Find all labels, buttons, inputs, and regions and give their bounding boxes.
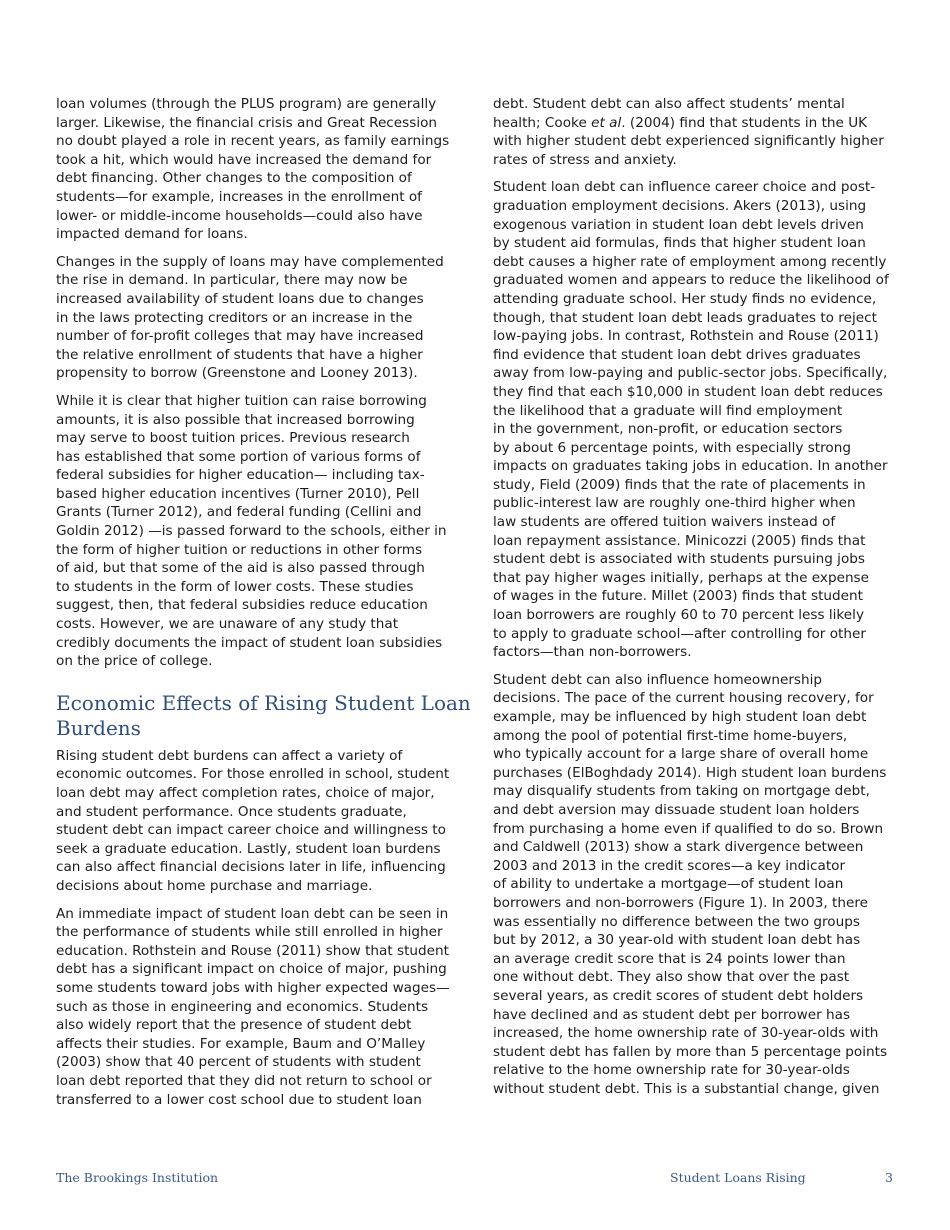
paragraph-line: relative to the home ownership rate for 30-year-olds [493, 1062, 850, 1079]
right-paragraphs [493, 178, 895, 1098]
paragraph-line: away from low-paying and public-sector jobs. Specifically, [493, 365, 888, 382]
paragraph-line: transferred to a lower cost school due to student loan [56, 1091, 422, 1108]
paragraph-line: graduation employment decisions. Akers (2013), using [493, 197, 867, 214]
paragraph-line: amounts, it is also possible that increased borrowing [56, 411, 415, 428]
paragraph-line: and Caldwell (2013) show a stark divergence between [493, 839, 864, 856]
paragraph-line: loan debt reported that they did not return to school or [56, 1072, 432, 1089]
paragraph-line: rates of stress and anxiety. [493, 151, 677, 168]
right-column [493, 95, 895, 1107]
paragraph-line: of aid, but that some of the aid is also passed through [56, 560, 425, 577]
paragraph-line: increased availability of student loans due to changes [56, 290, 424, 307]
paragraph-line: such as those in engineering and economics. Students [56, 998, 429, 1015]
paragraph-line: affects their studies. For example, Baum and O’Malley [56, 1035, 426, 1052]
paragraph-line: but by 2012, a 30 year-old with student loan debt has [493, 932, 861, 949]
paragraph-line: some students toward jobs with higher expected wages— [56, 979, 450, 996]
paragraph-line: purchases (ElBoghdady 2014). High student loan burdens [493, 764, 887, 781]
italic-text: et al [591, 114, 622, 131]
paragraph [56, 253, 454, 383]
paragraph-line: no doubt played a role in recent years, as family earnings [56, 133, 450, 150]
paragraph-line: education. Rothstein and Rouse (2011) show that student [56, 942, 449, 959]
paragraph-line: exogenous variation in student loan debt levels driven [493, 216, 864, 233]
paragraph-line: several years, as credit scores of student debt holders [493, 987, 864, 1004]
paragraph-line: was essentially no difference between the two groups [493, 913, 860, 930]
paragraph-line: Student loan debt can influence career choice and post- [493, 179, 876, 196]
paragraph-line: factors—than non-borrowers. [493, 644, 692, 661]
paragraph-line: Goldin 2012) —is passed forward to the schools, either in [56, 523, 447, 540]
left-paragraphs-after-heading [56, 747, 454, 1109]
paragraph-line: Grants (Turner 2012), and federal funding (Cellini and [56, 504, 422, 521]
paragraph-line: loan debt may affect completion rates, choice of major, [56, 785, 435, 801]
paragraph-line: by student aid formulas, finds that higher student loan [493, 235, 866, 252]
paragraph-line: propensity to borrow (Greenstone and Looney 2013). [56, 365, 418, 382]
paragraph-line: in the government, non-profit, or education sectors [493, 421, 843, 438]
paragraph-line: While it is clear that higher tuition can raise borrowing [56, 392, 427, 409]
paragraph-line: public-interest law are roughly one-third higher when [493, 495, 856, 512]
paragraph-line: attending graduate school. Her study finds no evidence, [493, 290, 877, 307]
paragraph-line: in the laws protecting creditors or an increase in the [56, 309, 413, 326]
paragraph-line: and debt aversion may dissuade student loan holders [493, 801, 860, 818]
paragraph-line: with higher student debt experienced significantly higher [493, 133, 884, 150]
paragraph-line: impacted demand for loans. [56, 226, 248, 243]
section-heading-line: Economic Effects of Rising Student Loan [56, 690, 471, 715]
page-number: 3 [885, 1170, 893, 1185]
paragraph-line: debt. Student debt can also affect students’ mental [493, 96, 845, 112]
paragraph [56, 392, 454, 671]
paragraph-line: increased, the home ownership rate of 30-year-olds with [493, 1025, 879, 1042]
paragraph-line: students—for example, increases in the enrollment of [56, 188, 422, 205]
footer-publisher: The Brookings Institution [56, 1170, 219, 1185]
paragraph [493, 178, 895, 661]
paragraph-line: to apply to graduate school—after controlling for other [493, 625, 866, 642]
paragraph-line: who typically account for a large share of overall home [493, 746, 869, 763]
paragraph-line: loan repayment assistance. Minicozzi (2005) finds that [493, 532, 866, 549]
paragraph-line: graduated women and appears to reduce the likelihood of [493, 272, 889, 289]
footer-title: Student Loans Rising [670, 1170, 806, 1185]
paragraph-line: also widely report that the presence of student debt [56, 1017, 412, 1034]
paragraph-line: costs. However, we are unaware of any study that [56, 616, 399, 633]
paragraph-line: based higher education incentives (Turner 2010), Pell [56, 485, 420, 502]
paragraph-line: impacts on graduates taking jobs in education. In another [493, 458, 888, 475]
paragraph-line: low-paying jobs. In contrast, Rothstein and Rouse (2011) [493, 328, 879, 345]
paragraph-line: find evidence that student loan debt drives graduates [493, 346, 861, 363]
paragraph-line: the form of higher tuition or reductions in other forms [56, 541, 423, 558]
paragraph-line: debt has a significant impact on choice of major, pushing [56, 961, 447, 978]
paragraph-line: credibly documents the impact of student loan subsidies [56, 634, 443, 651]
paragraph-line: among the pool of potential first-time home-buyers, [493, 727, 848, 744]
line-text: . (2004) find that students in the UK [621, 114, 868, 131]
paragraph-line: borrowers and non-borrowers (Figure 1). In 2003, there [493, 894, 868, 911]
paragraph-line [493, 115, 867, 131]
paragraph-line: federal subsidies for higher education— including tax- [56, 467, 425, 484]
paragraph-line: to students in the form of lower costs. These studies [56, 578, 414, 595]
paragraph-line: the performance of students while still enrolled in higher [56, 924, 443, 941]
line-text: health; Cooke [493, 114, 587, 131]
paragraph-line: of ability to undertake a mortgage—of student loan [493, 876, 844, 893]
paragraph-line: decisions about home purchase and marriage. [56, 877, 373, 894]
left-paragraphs [56, 95, 454, 671]
paragraph-line: the rise in demand. In particular, there may now be [56, 272, 408, 289]
paragraph-line: law students are offered tuition waivers instead of [493, 514, 836, 531]
paragraph-line: student debt is associated with students pursuing jobs [493, 551, 865, 568]
paragraph [56, 95, 454, 244]
paragraph-line: the relative enrollment of students that have a higher [56, 346, 423, 363]
paragraph-line: from purchasing a home even if qualified to do so. Brown [493, 820, 884, 837]
paragraph-line: Student debt can also influence homeownership [493, 671, 823, 688]
paragraph-line: Rising student debt burdens can affect a variety of [56, 747, 403, 764]
paragraph-line: has established that some portion of various forms of [56, 448, 421, 465]
paragraph-line: by about 6 percentage points, with especially strong [493, 439, 851, 456]
paragraph-line: of wages in the future. Millet (2003) finds that student [493, 588, 863, 605]
paragraph-line: may disqualify students from taking on mortgage debt, [493, 783, 870, 800]
paragraph-line: suggest, then, that federal subsidies reduce education [56, 597, 428, 614]
paragraph-line: on the price of college. [56, 653, 213, 670]
paragraph-line: though, that student loan debt leads graduates to reject [493, 309, 877, 326]
paragraph-line: study, Field (2009) finds that the rate of placements in [493, 476, 866, 493]
left-column [56, 95, 471, 1118]
paragraph-line: Changes in the supply of loans may have complemented [56, 253, 444, 270]
paragraph-line: and student performance. Once students graduate, [56, 803, 407, 820]
paragraph-line: 2003 and 2013 in the credit scores—a key indicator [493, 857, 846, 874]
paragraph-line: decisions. The pace of the current housing recovery, for [493, 690, 874, 707]
paragraph-line: may serve to boost tuition prices. Previous research [56, 430, 410, 447]
paragraph [493, 671, 895, 1099]
paragraph-line: one without debt. They also show that over the past [493, 969, 850, 986]
paragraph-line: loan borrowers are roughly 60 to 70 percent less likely [493, 607, 864, 624]
paragraph-line: loan volumes (through the PLUS program) are generally [56, 96, 437, 112]
paragraph-line: the likelihood that a graduate will find employment [493, 402, 843, 419]
paragraph-line: (2003) show that 40 percent of students with student [56, 1054, 421, 1071]
paragraph-line: can also affect financial decisions later in life, influencing [56, 859, 446, 876]
paragraph [56, 747, 454, 896]
paragraph-line: took a hit, which would have increased the demand for [56, 151, 432, 168]
paragraph-line: have declined and as student debt per borrower has [493, 1006, 851, 1023]
paragraph-line: that pay higher wages initially, perhaps at the expense [493, 569, 870, 586]
paragraph-line: number of for-profit colleges that may have increased [56, 328, 424, 345]
paragraph-line: economic outcomes. For those enrolled in school, student [56, 766, 450, 783]
section-heading-line: Burdens [56, 715, 141, 740]
paragraph-line: debt causes a higher rate of employment among recently [493, 253, 887, 270]
paragraph-line: example, may be influenced by high student loan debt [493, 709, 867, 725]
paragraph-line: without student debt. This is a substantial change, given [493, 1080, 880, 1097]
section-heading [56, 690, 471, 741]
paragraph-line: debt financing. Other changes to the composition of [56, 170, 412, 187]
paragraph-line: An immediate impact of student loan debt can be seen in [56, 905, 449, 922]
paragraph-line: student debt has fallen by more than 5 percentage points [493, 1043, 888, 1060]
paragraph-line: they find that each $10,000 in student loan debt reduces [493, 383, 883, 400]
paragraph-line: student debt can impact career choice and willingness to [56, 822, 446, 839]
paragraph-line: lower- or middle-income households—could also have [56, 207, 423, 224]
paragraph-line: seek a graduate education. Lastly, student loan burdens [56, 840, 441, 857]
paragraph [56, 905, 454, 1110]
paragraph-line: an average credit score that is 24 points lower than [493, 950, 846, 967]
paragraph-line: larger. Likewise, the financial crisis and Great Recession [56, 114, 438, 131]
paragraph [493, 95, 895, 169]
